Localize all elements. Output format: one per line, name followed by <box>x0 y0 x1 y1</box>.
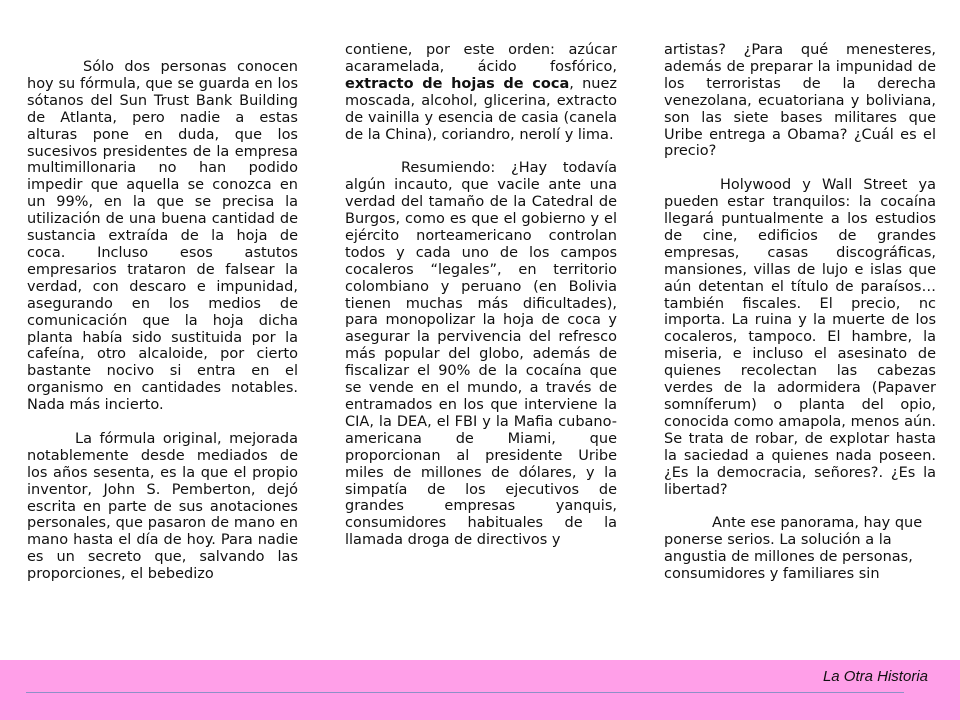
paragraph: Holywood y Wall Street ya pueden estar tranquilos: la cocaína llegará puntualmente a los estudios de cine, edificios de grandes empresas, casas discográficas, mansiones, villas de lujo e islas que aún detentan el título de paraísos… también fiscales. El precio, nc importa. La ruina y la muerte de los cocaleros, tampoco. El hambre, la miseria, e incluso el asesinato de quienes recolectan las cabezas verdes de la adormidera (Papaver somníferum) o planta del opio, conocida como amapola, menos aún. Se trata de robar, de explotar hasta la saciedad a quienes nada poseen. ¿Es la democracia, señores?. ¿Es la libertad? <box>664 177 936 498</box>
paragraph: Sólo dos personas conocen hoy su fórmula, que se guarda en los sótanos del Sun Trust Bank Building de Atlanta, pero nadie a estas alturas pone en duda, que los sucesivos presidentes de la empresa multimillonaria no han podido impedir que aquella se conozca en un 99%, en la que se precisa la utilización de una buena cantidad de sustancia extraída de la hoja de coca. Incluso esos astutos empresarios trataron de falsear la verdad, con descaro e impunidad, asegurando en los medios de comunicación que la hoja dicha planta había sido sustituida por la cafeína, otro alcaloide, por cierto bastante nocivo si entra en el organismo en cantidades notables. Nada más incierto. <box>27 59 298 414</box>
paragraph: Resumiendo: ¿Hay todavía algún incauto, que vacile ante una verdad del tamaño de la Catedral de Burgos, como es que el gobierno y el ejército norteamericano controlan todos y cada uno de los campos cocaleros “legales”, en territorio colombiano y peruano (en Bolivia tienen muchas más dificultades), para monopolizar la hoja de coca y asegurar la pervivencia del refresco más popular del globo, además de fiscalizar el 90% de la cocaína que se vende en el mundo, a través de entramados en los que interviene la CIA, la DEA, el FBI y la Mafia cubano-americana de Miami, que proporcionan al presidente Uribe miles de millones de dólares, y la simpatía de los ejecutivos de grandes empresas yanquis, consumidores habituales de la llamada droga de directivos y <box>345 160 617 549</box>
footer-divider <box>26 692 904 693</box>
paragraph-text: , nuez moscada, alcohol, glicerina, extracto de vainilla y esencia de casia (canela de la China), coriandro, nerolí y lima. <box>345 75 617 143</box>
text-column-3 <box>664 42 936 600</box>
bold-phrase: extracto de hojas de coca <box>345 75 570 92</box>
paragraph <box>345 42 617 143</box>
footer-title: La Otra Historia <box>822 668 928 685</box>
text-column-1 <box>27 59 298 600</box>
paragraph: Ante ese panorama, hay que ponerse serios. La solución a la angustia de millones de personas, consumidores y familiares sin <box>664 515 923 583</box>
paragraph-text: contiene, por este orden: azúcar acaramelada, ácido fosfórico, <box>345 42 617 75</box>
paragraph: La fórmula original, mejorada notablemente desde mediados de los años sesenta, es la que el propio inventor, John S. Pemberton, dejó escrita en parte de sus anotaciones personales, que pasaron de mano en mano hasta el día de hoy. Para nadie es un secreto que, salvando las proporciones, el bebedizo <box>27 430 298 583</box>
footer-bar <box>0 660 960 720</box>
text-column-2 <box>345 42 617 566</box>
paragraph: artistas? ¿Para qué menesteres, además de preparar la impunidad de los terroristas de la derecha venezolana, ecuatoriana y boliviana, son las siete bases militares que Uribe entrega a Obama? ¿Cuál es el precio? <box>664 42 936 160</box>
